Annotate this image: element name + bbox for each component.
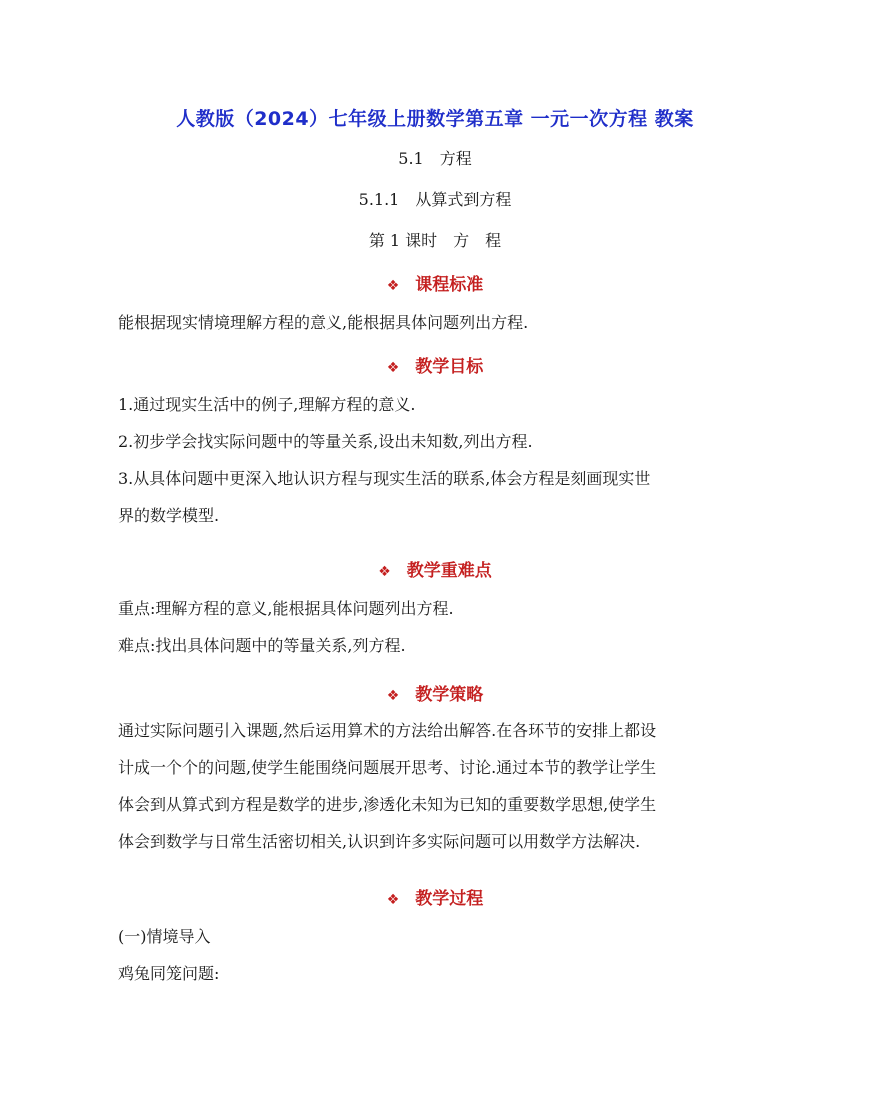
diamond-bullet-icon: ❖ <box>378 564 391 580</box>
text-line: 重点:理解方程的意义,能根据具体问题列出方程. <box>118 599 454 618</box>
document-title: 人教版（2024）七年级上册数学第五章 一元一次方程 教案 <box>176 108 694 130</box>
text-line: 计成一个个的问题,使学生能围绕问题展开思考、讨论.通过本节的教学让学生 <box>118 758 657 777</box>
text-line: 界的数学模型. <box>118 506 220 525</box>
text-line: 3.从具体问题中更深入地认识方程与现实生活的联系,体会方程是刻画现实世 <box>118 469 651 488</box>
text-line: (一)情境导入 <box>118 927 211 946</box>
lesson-title: 第 1 课时 方 程 <box>368 231 502 250</box>
teaching-process-text <box>118 918 758 992</box>
text-line: 体会到数学与日常生活密切相关,认识到许多实际问题可以用数学方法解决. <box>118 832 641 851</box>
diamond-bullet-icon: ❖ <box>386 688 400 704</box>
text-line: 鸡兔同笼问题: <box>118 964 220 983</box>
heading-label: 教学策略 <box>415 685 484 705</box>
heading-label: 课程标准 <box>415 275 484 295</box>
subsection-number: 5.1.1 从算式到方程 <box>358 190 512 209</box>
key-points-text <box>118 590 758 664</box>
heading-key-points <box>0 556 870 581</box>
heading-teaching-strategy <box>0 680 870 705</box>
section-number: 5.1 方程 <box>398 149 472 168</box>
text-line: 1.通过现实生活中的例子,理解方程的意义. <box>118 395 416 414</box>
text-line: 难点:找出具体问题中的等量关系,列方程. <box>118 636 406 655</box>
text-line: 体会到从算式到方程是数学的进步,渗透化未知为已知的重要数学思想,使学生 <box>118 795 657 814</box>
diamond-bullet-icon: ❖ <box>386 360 400 376</box>
diamond-bullet-icon: ❖ <box>386 278 400 294</box>
heading-label: 教学重难点 <box>406 561 492 581</box>
diamond-bullet-icon: ❖ <box>386 892 400 908</box>
course-standard-text <box>118 304 758 341</box>
heading-teaching-goals <box>0 352 870 377</box>
heading-label: 教学目标 <box>415 357 484 377</box>
text-line: 2.初步学会找实际问题中的等量关系,设出未知数,列出方程. <box>118 432 533 451</box>
heading-label: 教学过程 <box>415 889 484 909</box>
teaching-strategy-text <box>118 712 758 860</box>
teaching-goals-text <box>118 386 758 534</box>
text-line: 能根据现实情境理解方程的意义,能根据具体问题列出方程. <box>118 313 529 332</box>
heading-teaching-process <box>0 884 870 909</box>
heading-course-standard <box>0 270 870 295</box>
text-line: 通过实际问题引入课题,然后运用算术的方法给出解答.在各环节的安排上都设 <box>118 721 657 740</box>
